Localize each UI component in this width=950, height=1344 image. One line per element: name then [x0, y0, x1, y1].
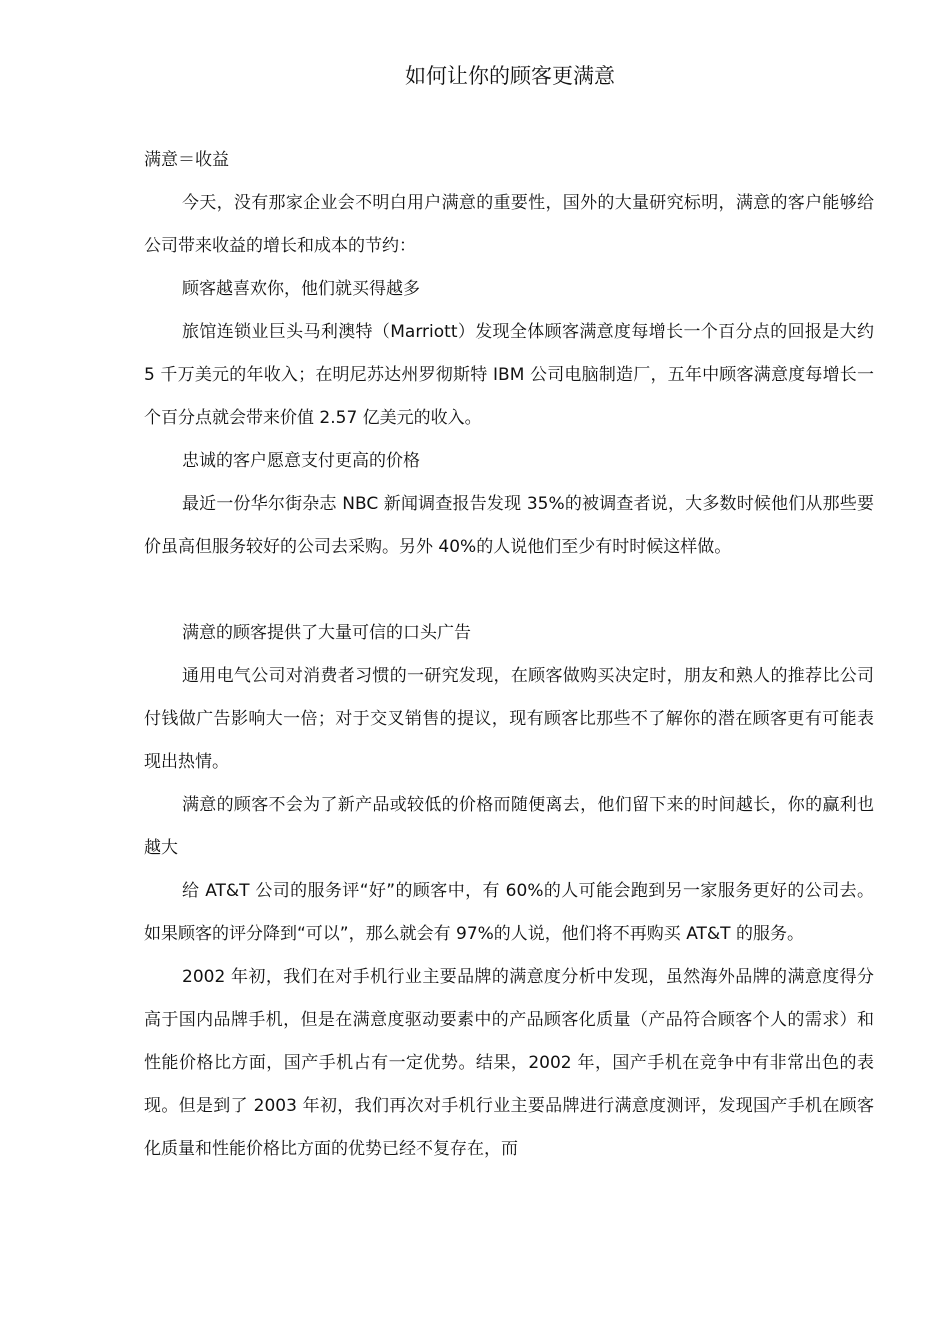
- paragraph-marriott-ibm: 旅馆连锁业巨头马利澳特（Marriott）发现全体顾客满意度每增长一个百分点的回报是大约 5 千万美元的年收入；在明尼苏达州罗彻斯特 IBM 公司电脑制造厂，五年中顾客满意度每增长一个百分点就会带来价值 2.57 亿美元的收入。: [144, 322, 874, 428]
- paragraph-nbc-survey: 最近一份华尔街杂志 NBC 新闻调查报告发现 35%的被调查者说，大多数时候他们从那些要价虽高但服务较好的公司去采购。另外 40%的人说他们至少有时时候这样做。: [144, 494, 874, 557]
- document-title: 如何让你的顾客更满意: [405, 64, 615, 88]
- paragraph-intro: 今天，没有那家企业会不明白用户满意的重要性，国外的大量研究标明，满意的客户能够给公司带来收益的增长和成本的节约：: [144, 193, 874, 256]
- subheading-word-of-mouth: 满意的顾客提供了大量可信的口头广告: [182, 623, 471, 643]
- paragraph-att: 给 AT&T 公司的服务评“好”的顾客中，有 60%的人可能会跑到另一家服务更好的公司去。如果顾客的评分降到“可以”，那么就会有 97%的人说，他们将不再购买 AT&T 的服务。: [144, 881, 874, 944]
- subheading-higher-price: 忠诚的客户愿意支付更高的价格: [182, 451, 420, 471]
- document-body: [144, 139, 874, 1171]
- subheading-loyalty: 满意的顾客不会为了新产品或较低的价格而随便离去，他们留下来的时间越长，你的赢利也越大: [144, 795, 874, 858]
- paragraph-ge-research: 通用电气公司对消费者习惯的一研究发现，在顾客做购买决定时，朋友和熟人的推荐比公司付钱做广告影响大一倍；对于交叉销售的提议，现有顾客比那些不了解你的潜在顾客更有可能表现出热情。: [144, 666, 874, 772]
- section-heading-satisfaction-revenue: 满意＝收益: [144, 150, 229, 170]
- subheading-buy-more: 顾客越喜欢你，他们就买得越多: [182, 279, 420, 299]
- blank-line: [144, 569, 874, 612]
- paragraph-mobile-phones: 2002 年初，我们在对手机行业主要品牌的满意度分析中发现，虽然海外品牌的满意度得分高于国内品牌手机，但是在满意度驱动要素中的产品顾客化质量（产品符合顾客个人的需求）和性能价格比方面，国产手机占有一定优势。结果，2002 年，国产手机在竞争中有非常出色的表现。但是到了 2003 年初，我们再次对手机行业主要品牌进行满意度测评，发现国产手机在顾客化质量和性能价格比方面的优势已经不复存在，而: [144, 967, 874, 1159]
